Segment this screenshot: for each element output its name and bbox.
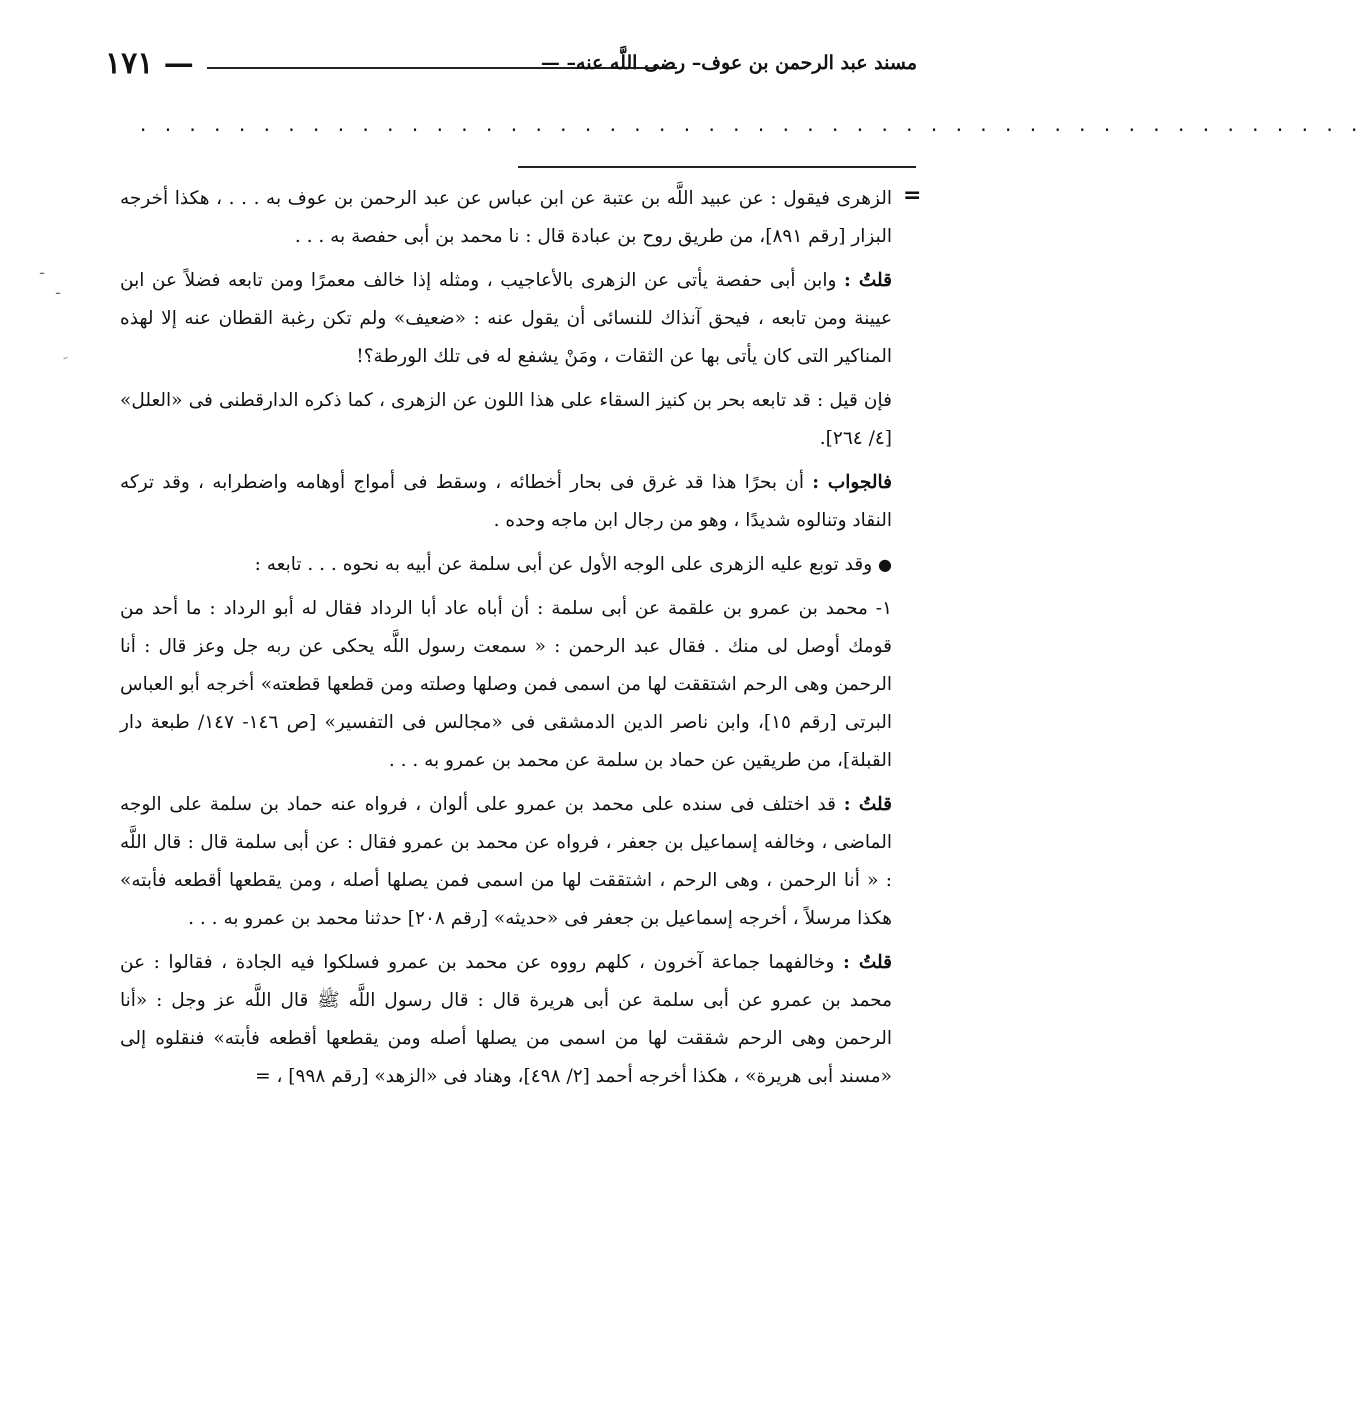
paragraph-lead: فالجواب : — [812, 472, 892, 493]
paragraph — [120, 464, 892, 540]
paragraph — [120, 546, 892, 584]
ellipsis-row: . . . . . . . . . . . . . . . . . . . . . . . . . . . . . . . . . . . . . . . . . . . . . . . . . . — [140, 112, 1363, 136]
main-text — [120, 180, 892, 1102]
paragraph-lead: قلتُ : — [843, 794, 892, 815]
paragraph — [120, 590, 892, 780]
paragraph-text: قد اختلف فى سنده على محمد بن عمرو على ألوان ، فرواه عنه حماد بن سلمة على الوجه الماضى ، وخالفه إسماعيل بن جعفر ، فرواه عن محمد بن عمرو فقال : عن أبى سلمة قال : قال اللَّه : « أنا الرحمن ، وهى الرحم ، اشتققت لها من اسمى فمن يصلها أصله ، ومن يقطعها أقطعه فأبته» هكذا مرسلاً ، أخرجه إسماعيل بن جعفر فى «حديثه» [رقم ٢٠٨] حدثنا محمد بن عمرو به . . . — [120, 794, 892, 929]
paragraph — [120, 944, 892, 1096]
paragraph-text: الزهرى فيقول : عن عبيد اللَّه بن عتبة عن ابن عباس عن عبد الرحمن بن عوف به . . . ، هكذا أخرجه البزار [رقم ٨٩١]، من طريق روح بن عبادة قال : نا محمد بن أبى حفصة به . . . — [120, 188, 892, 247]
paragraph-text: ١- محمد بن عمرو بن علقمة عن أبى سلمة : أن أباه عاد أبا الرداد فقال له أبو الرداد : ما أحد من قومك أوصل لى منك . فقال عبد الرحمن : « سمعت رسول اللَّه يحكى عن ربه جل وعز قال : أنا الرحمن وهى الرحم اشتققت لها من اسمى فمن وصلها وصلته ومن قطعها قطعته» أخرجه أبو العباس البرتى [رقم ١٥]، وابن ناصر الدين الدمشقى فى «مجالس فى التفسير» [ص ١٤٦- ١٤٧/ طبعة دار القبلة]، من طريقين عن حماد بن سلمة عن محمد بن عمرو به . . . — [120, 598, 892, 771]
continuation-mark: = — [903, 183, 922, 208]
bullet-icon: ● — [878, 555, 892, 574]
running-title: مسند عبد الرحمن بن عوف– رضى اللَّه عنه– — — [540, 52, 917, 74]
page-header — [105, 40, 917, 90]
paragraph — [120, 786, 892, 938]
paragraph-lead: قلتُ : — [842, 952, 892, 973]
paragraph-text: وخالفهما جماعة آخرون ، كلهم رووه عن محمد بن عمرو فسلكوا فيه الجادة ، فقالوا : عن محمد بن عمرو عن أبى سلمة عن أبى هريرة قال : قال رسول اللَّه ﷺ قال اللَّه عز وجل : «أنا الرحمن وهى الرحم شققت لها من اسمى من يصلها أصله ومن يقطعها أقطعه فأبته» فنقلوه إلى «مسند أبى هريرة» ، هكذا أخرجه أحمد [٢/ ٤٩٨]، وهناد فى «الزهد» [رقم ٩٩٨] ، = — [120, 952, 892, 1087]
paragraph — [120, 382, 892, 458]
paragraph-lead: قلتُ : — [843, 270, 893, 291]
paragraph-text: وابن أبى حفصة يأتى عن الزهرى بالأعاجيب ، ومثله إذا خالف معمرًا ومن تابعه فضلاً عن ابن عيينة ومن تابعه ، فيحق آنذاك للنسائى أن يقول عنه : «ضعيف» ولم تكن رغبة القطان عنه إلا لهذه المناكير التى كان يأتى بها عن الثقات ، ومَنْ يشفع له فى تلك الورطة؟! — [120, 270, 892, 367]
page-number: — ١٧١ — [105, 46, 194, 81]
margin-mark: ـ — [40, 262, 45, 278]
paragraph-text: فإن قيل : قد تابعه بحر بن كنيز السقاء على هذا اللون عن الزهرى ، كما ذكره الدارقطنى فى «العلل» [٤/ ٢٦٤]. — [120, 390, 892, 449]
paragraph-text: أن بحرًا هذا قد غرق فى بحار أخطائه ، وسقط فى أمواج أوهامه واضطرابه ، وقد تركه النقاد وتنالوه شديدًا ، وهو من رجال ابن ماجه وحده . — [120, 472, 892, 531]
paragraph — [120, 180, 892, 256]
footnote-rule — [518, 166, 916, 168]
paragraph-text: وقد توبع عليه الزهرى على الوجه الأول عن أبى سلمة عن أبيه به نحوه . . . تابعه : — [254, 554, 879, 575]
margin-mark: ـ — [56, 282, 61, 298]
paragraph — [120, 262, 892, 376]
